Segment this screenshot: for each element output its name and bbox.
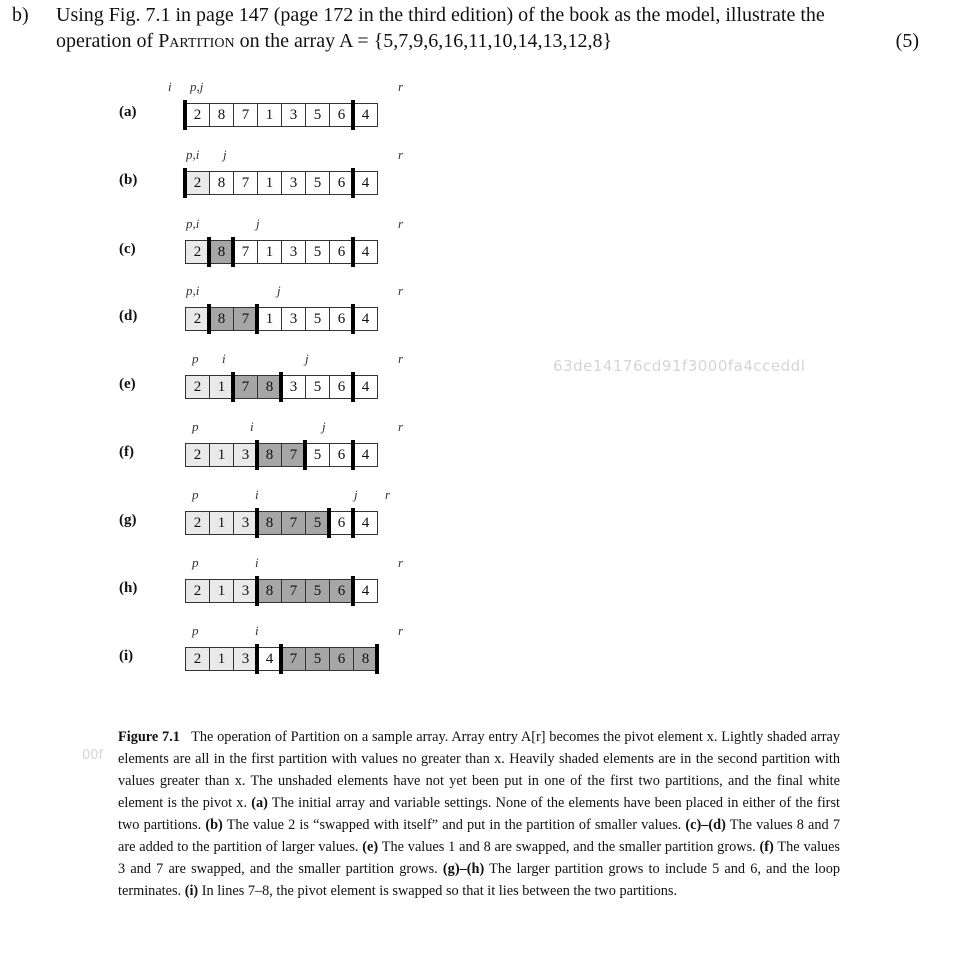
array-cell: 8: [257, 443, 282, 467]
array-cell: 8: [353, 647, 378, 671]
caption-e-label: (e): [362, 839, 379, 855]
partition-bar: [255, 304, 259, 334]
partition-bar: [351, 100, 355, 130]
pointer-label: i: [250, 419, 254, 434]
pointer-label: r: [398, 419, 404, 434]
pointer-label: j: [354, 487, 358, 502]
array-cell: 1: [257, 240, 282, 264]
caption-intro: The operation of Partition on a sample array. Array entry A[r] becomes the pivot element x. Lightly shaded array elements are all in the first partition with values no greater than x. Heavily shaded elements are in the second partition with values greater than x. The unshaded elements have not yet been put in one of the first two partitions, and the final white element is the pivot x.: [118, 729, 840, 811]
pointer-label: i: [255, 555, 259, 570]
array-cell: 5: [305, 375, 330, 399]
array-cell: 8: [209, 307, 234, 331]
array-cell: 8: [257, 511, 282, 535]
array-cell: 2: [185, 307, 210, 331]
array-cell: 7: [281, 511, 306, 535]
array-cell: 1: [209, 579, 234, 603]
partition-bar: [255, 576, 259, 606]
array-cell: 4: [353, 443, 378, 467]
array-cell: 3: [281, 307, 306, 331]
array-row: [185, 103, 378, 127]
array-cell: 8: [257, 375, 282, 399]
array-cell: 7: [233, 375, 258, 399]
array-cell: 6: [329, 307, 354, 331]
partition-bar: [351, 372, 355, 402]
array-cell: 5: [305, 240, 330, 264]
array-cell: 2: [185, 240, 210, 264]
partition-bar: [351, 168, 355, 198]
pointer-label: r: [398, 147, 404, 162]
array-cell: 3: [281, 375, 306, 399]
array-cell: 7: [233, 307, 258, 331]
array-cell: 4: [353, 375, 378, 399]
pointer-label: i: [222, 351, 226, 366]
array-cell: 6: [329, 375, 354, 399]
caption-cd-label: (c)–(d): [685, 817, 726, 833]
array-cell: 2: [185, 647, 210, 671]
array-cell: 5: [305, 511, 330, 535]
array-cell: 5: [305, 307, 330, 331]
partition-bar: [327, 508, 331, 538]
array-cell: 2: [185, 171, 210, 195]
pointer-label: p: [192, 351, 199, 366]
pointer-label: j: [277, 283, 281, 298]
pointer-label: p: [192, 419, 199, 434]
array-cell: 2: [185, 375, 210, 399]
partition-bar: [351, 237, 355, 267]
array-cell: 4: [257, 647, 282, 671]
caption-f-text: The values 3 and 7 are swapped, and the smaller partition grows.: [118, 839, 840, 877]
array-cell: 1: [209, 375, 234, 399]
pointer-label: r: [398, 216, 404, 231]
array-cell: 7: [281, 443, 306, 467]
array-cell: 6: [329, 171, 354, 195]
partition-bar: [375, 644, 379, 674]
pointer-label: p,i: [186, 283, 200, 298]
question-line-2-prefix: operation of: [56, 30, 159, 52]
array-cell: 7: [233, 171, 258, 195]
partition-bar: [351, 440, 355, 470]
array-cell: 6: [329, 103, 354, 127]
array-cell: 6: [329, 511, 354, 535]
array-cell: 5: [305, 647, 330, 671]
pointer-label: r: [398, 351, 404, 366]
array-row: [185, 307, 378, 331]
partition-bar: [207, 237, 211, 267]
array-cell: 3: [281, 171, 306, 195]
pointer-label: i: [255, 623, 259, 638]
pointer-label: p,i: [186, 147, 200, 162]
array-cell: 8: [209, 240, 234, 264]
partition-bar: [351, 304, 355, 334]
partition-bar: [255, 440, 259, 470]
pointer-label: i: [255, 487, 259, 502]
caption-figure-label: Figure 7.1: [118, 729, 180, 745]
partition-bar: [183, 168, 187, 198]
pointer-label: j: [223, 147, 227, 162]
array-cell: 7: [281, 647, 306, 671]
watermark-right: 63de14176cd91f3000fa4cceddl: [553, 357, 806, 375]
figure-caption: [118, 726, 840, 902]
array-row: [185, 240, 378, 264]
array-row: [185, 579, 378, 603]
array-cell: 6: [329, 240, 354, 264]
array-cell: 4: [353, 307, 378, 331]
partition-bar: [279, 644, 283, 674]
row-label: (h): [119, 580, 138, 596]
partition-bar: [279, 372, 283, 402]
question-line-2: [56, 30, 612, 53]
pointer-label: j: [305, 351, 309, 366]
array-cell: 3: [233, 579, 258, 603]
array-cell: 1: [209, 443, 234, 467]
array-cell: 4: [353, 240, 378, 264]
watermark-left: 00f: [82, 748, 104, 763]
pointer-label: p: [192, 555, 199, 570]
caption-a-text: The initial array and variable settings. None of the elements have been placed in either of the first two partitions.: [118, 795, 840, 833]
array-cell: 6: [329, 579, 354, 603]
question-line-1: Using Fig. 7.1 in page 147 (page 172 in the third edition) of the book as the model, illustrate the: [56, 4, 825, 26]
pointer-label: r: [385, 487, 391, 502]
partition-bar: [231, 372, 235, 402]
array-cell: 3: [233, 511, 258, 535]
caption-cd-text: The values 8 and 7 are added to the partition of larger values.: [118, 817, 840, 855]
array-cell: 4: [353, 103, 378, 127]
array-cell: 5: [305, 103, 330, 127]
array-cell: 1: [257, 171, 282, 195]
array-cell: 1: [257, 103, 282, 127]
partition-bar: [231, 237, 235, 267]
row-label: (c): [119, 241, 136, 257]
pointer-label: r: [398, 623, 404, 638]
row-label: (i): [119, 648, 134, 664]
array-cell: 2: [185, 579, 210, 603]
array-cell: 2: [185, 443, 210, 467]
row-label: (f): [119, 444, 134, 460]
array-cell: 7: [233, 240, 258, 264]
caption-b-text: The value 2 is “swapped with itself” and put in the partition of smaller values.: [226, 817, 682, 833]
partition-bar: [255, 644, 259, 674]
array-cell: 1: [209, 647, 234, 671]
question-marks: (5): [895, 30, 919, 52]
partition-bar: [303, 440, 307, 470]
partition-bar: [351, 576, 355, 606]
pointer-label: j: [322, 419, 326, 434]
array-cell: 5: [305, 171, 330, 195]
pointer-label: p: [192, 487, 199, 502]
partition-bar: [255, 508, 259, 538]
array-row: [185, 443, 378, 467]
array-cell: 8: [209, 171, 234, 195]
array-cell: 2: [185, 511, 210, 535]
array-cell: 8: [209, 103, 234, 127]
pointer-label: r: [398, 555, 404, 570]
array-cell: 1: [209, 511, 234, 535]
caption-i-label: (i): [184, 883, 199, 899]
partition-bar: [183, 100, 187, 130]
partition-bar: [207, 304, 211, 334]
array-cell: 5: [305, 443, 330, 467]
array-cell: 3: [281, 240, 306, 264]
array-cell: 2: [185, 103, 210, 127]
array-cell: 1: [257, 307, 282, 331]
row-label: (d): [119, 308, 138, 324]
pointer-label: j: [256, 216, 260, 231]
array-cell: 4: [353, 511, 378, 535]
partition-bar: [351, 508, 355, 538]
caption-e-text: The values 1 and 8 are swapped, and the smaller partition grows.: [381, 839, 756, 855]
array-row: [185, 511, 378, 535]
array-cell: 4: [353, 171, 378, 195]
pointer-label: r: [398, 79, 404, 94]
array-cell: 3: [281, 103, 306, 127]
partition-term: Partition: [158, 30, 235, 52]
question-label: b): [12, 4, 29, 26]
pointer-label: p,i: [186, 216, 200, 231]
pointer-label: p: [192, 623, 199, 638]
pointer-label: p,j: [190, 79, 204, 94]
caption-a-label: (a): [251, 795, 268, 811]
row-label: (g): [119, 512, 137, 528]
array-cell: 7: [281, 579, 306, 603]
array-cell: 3: [233, 647, 258, 671]
caption-gh-text: The larger partition grows to include 5 and 6, and the loop terminates.: [118, 861, 841, 899]
array-cell: 6: [329, 443, 354, 467]
pointer-label: r: [398, 283, 404, 298]
array-cell: 6: [329, 647, 354, 671]
array-cell: 7: [233, 103, 258, 127]
row-label: (b): [119, 172, 138, 188]
caption-gh-label: (g)–(h): [442, 861, 485, 877]
array-cell: 3: [233, 443, 258, 467]
row-label: (a): [119, 104, 137, 120]
pointer-label: i: [168, 79, 172, 94]
row-label: (e): [119, 376, 136, 392]
caption-f-label: (f): [759, 839, 774, 855]
array-cell: 4: [353, 579, 378, 603]
caption-i-text: In lines 7–8, the pivot element is swapped so that it lies between the two partitions.: [201, 883, 678, 899]
array-cell: 8: [257, 579, 282, 603]
question-line-2-suffix: on the array A = {5,7,9,6,16,11,10,14,13,12,8}: [234, 30, 613, 52]
array-cell: 5: [305, 579, 330, 603]
caption-b-label: (b): [205, 817, 223, 833]
array-row: [185, 171, 378, 195]
